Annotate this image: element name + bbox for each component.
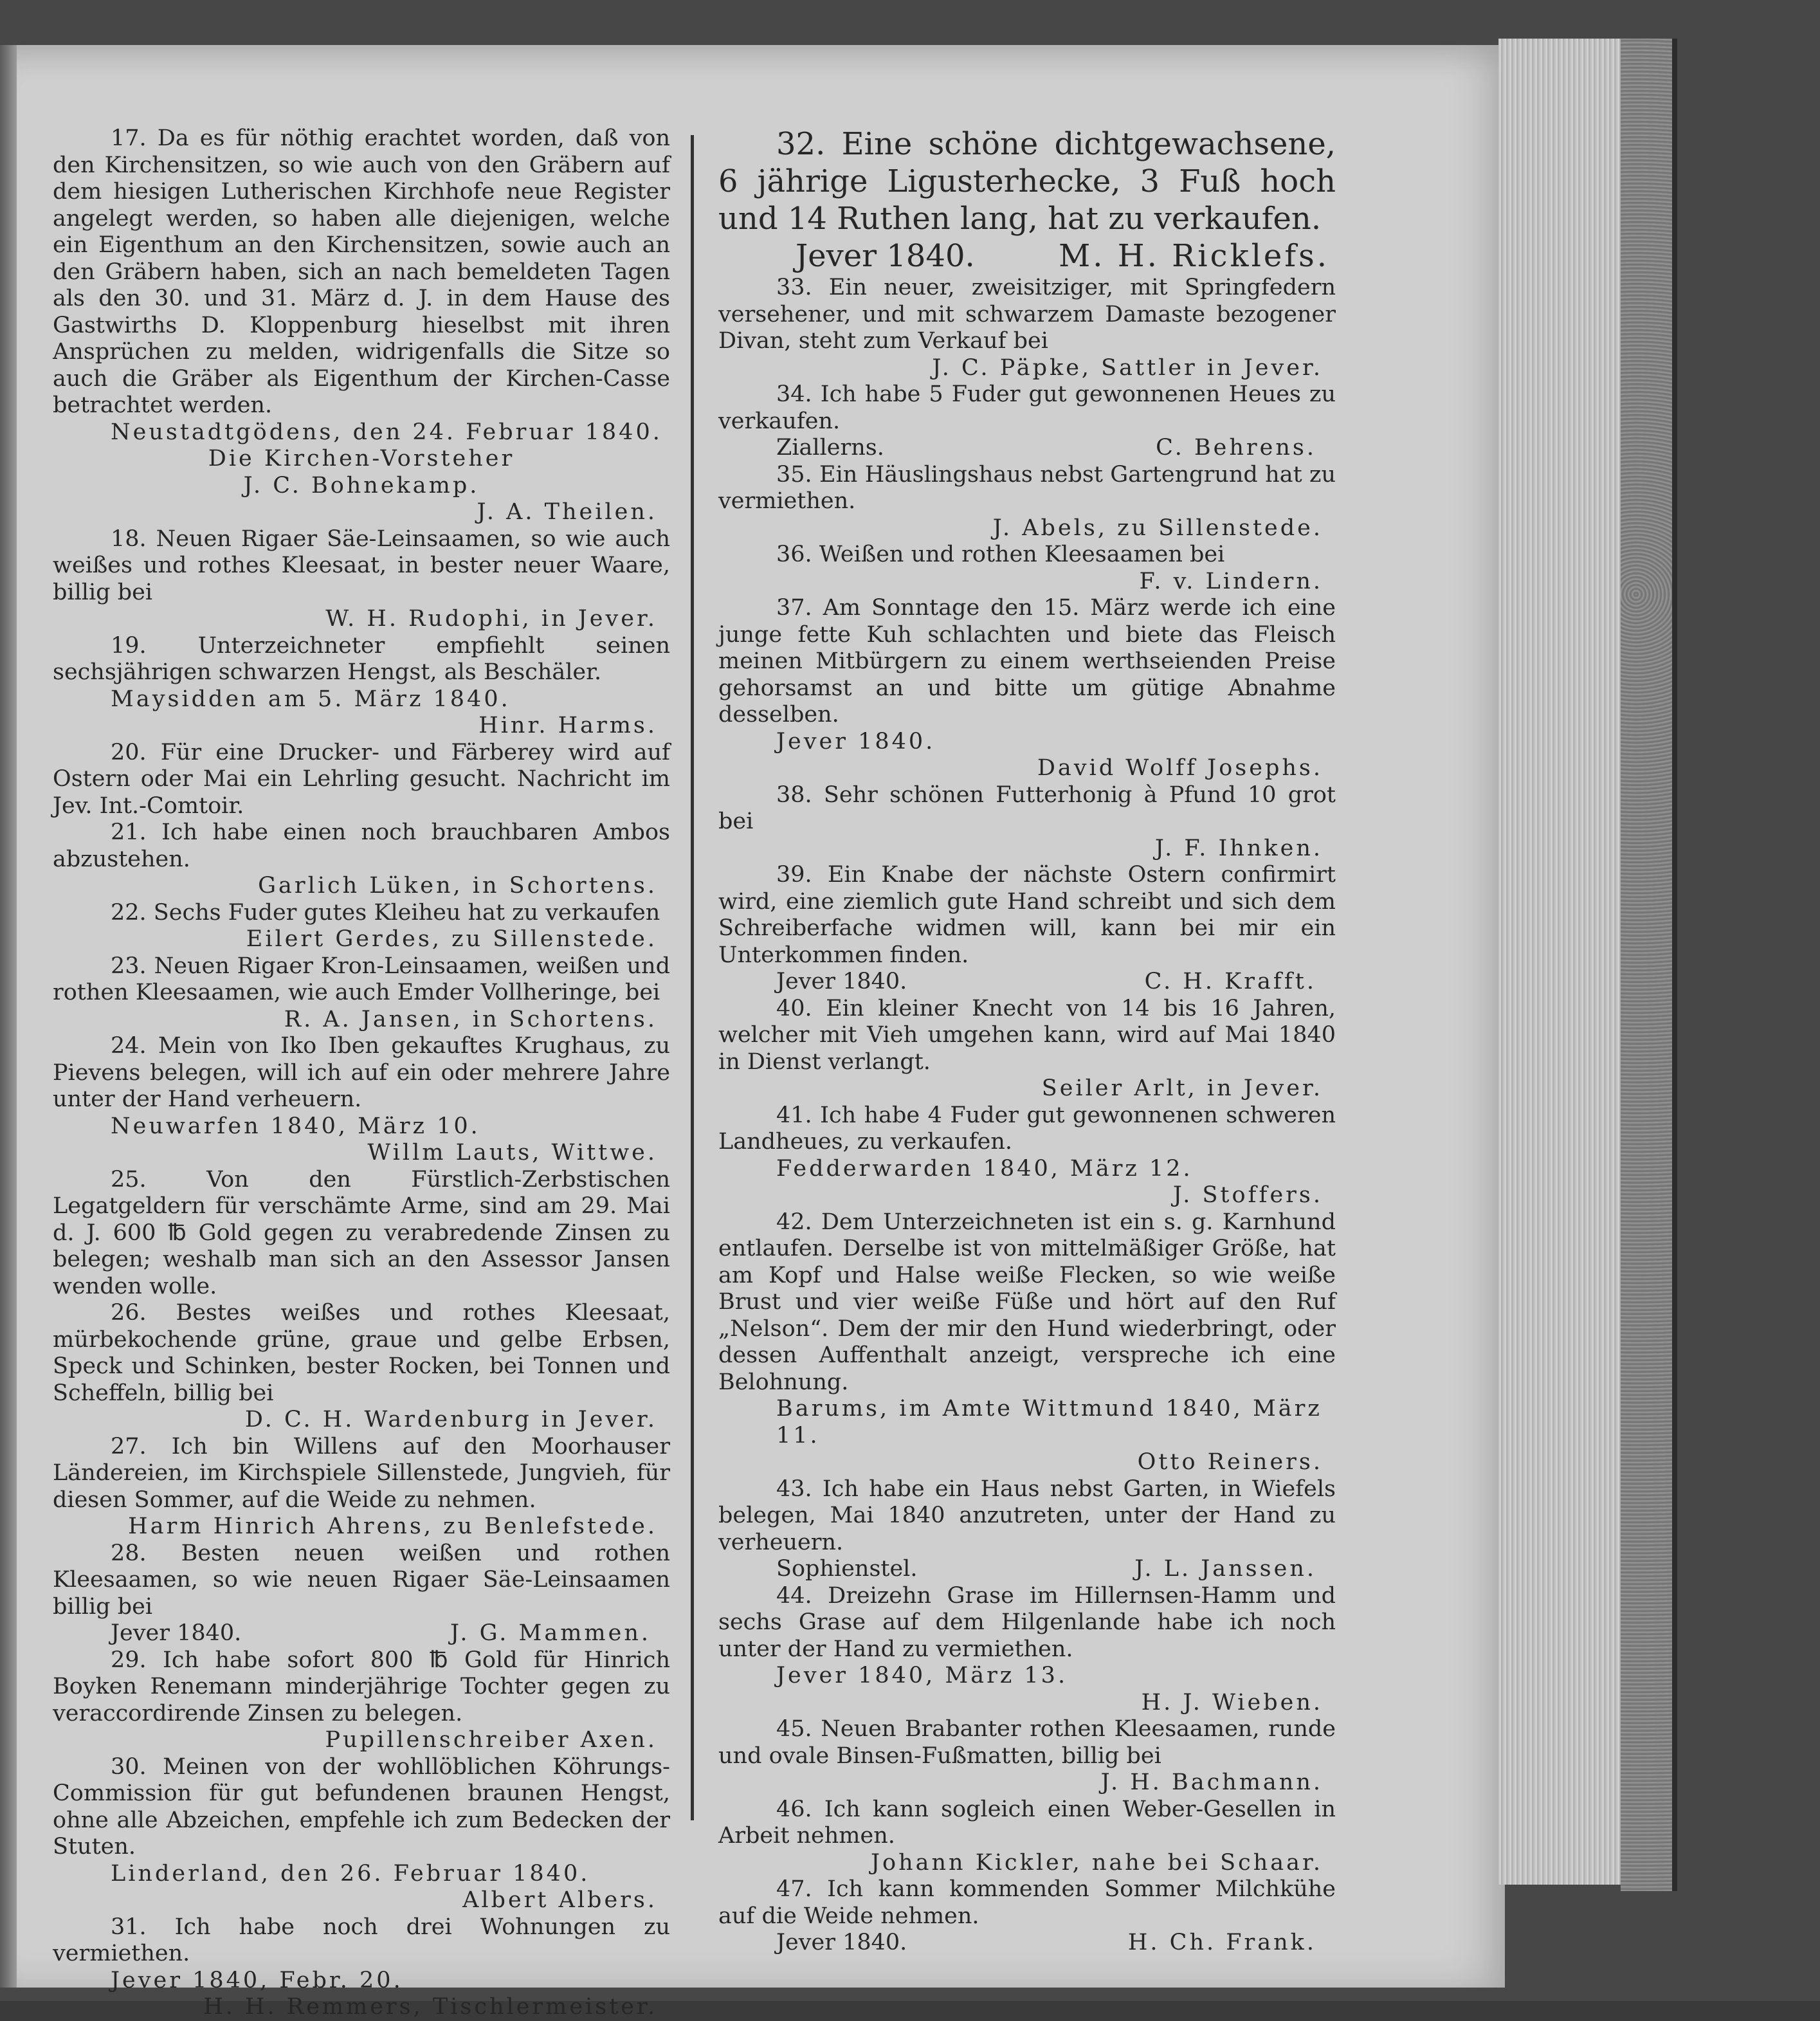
ad-place-signature <box>718 435 1336 462</box>
ad-41 <box>718 1102 1336 1209</box>
ad-body: 18. Neuen Rigaer Säe-Leinsaamen, so wie auch weißes und rothes Kleesaat, in bester neuer Waare, billig bei <box>53 526 670 605</box>
ad-35 <box>718 462 1336 542</box>
ad-body: 27. Ich bin Willens auf den Moorhauser Ländereien, im Kirchspiele Sillenstede, Jungvieh, für diesen Sommer, auf die Weide zu nehmen. <box>53 1433 670 1513</box>
ad-signature-line: Johann Kickler, nahe bei Schaar. <box>870 1849 1323 1876</box>
ad-body: 41. Ich habe 4 Fuder gut gewonnenen schweren Landheues, zu verkaufen. <box>718 1102 1336 1155</box>
ad-place: Jever 1840. <box>776 1930 907 1955</box>
ad-signature-line: J. F. Ihnken. <box>1154 835 1323 861</box>
ad-signature-line: Pupillenschreiber Axen. <box>325 1727 657 1753</box>
ad-body: 28. Besten neuen weißen und rothen Kleesaamen, so wie neuen Rigaer Säe-Leinsaamen billig bei <box>53 1540 670 1620</box>
ad-24 <box>53 1033 670 1167</box>
ad-place-signature <box>718 1930 1336 1957</box>
ad-signature-line: J. C. Päpke, Sattler in Jever. <box>932 354 1323 381</box>
ad-body: 44. Dreizehn Grase im Hillernsen-Hamm und sechs Grase auf dem Hilgenlande habe ich noch unter der Hand zu vermiethen. <box>718 1582 1336 1662</box>
ad-signature-line: J. H. Bachmann. <box>1100 1770 1323 1795</box>
ad-45 <box>718 1716 1336 1797</box>
ad-18 <box>53 526 670 633</box>
ad-signature: H. Ch. Frank. <box>1127 1930 1316 1955</box>
ad-38 <box>718 782 1336 863</box>
ad-body: 23. Neuen Rigaer Kron-Leinsaamen, weißen und rothen Kleesaamen, wie auch Emder Vollheringe, bei <box>53 953 670 1005</box>
ad-body: 40. Ein kleiner Knecht von 14 bis 16 Jahren, welcher mit Vieh umgehen kann, wird auf Mai 1840 in Dienst verlangt. <box>718 995 1336 1075</box>
ad-body: 45. Neuen Brabanter rothen Kleesaamen, runde und ovale Binsen-Fußmatten, billig bei <box>718 1716 1336 1769</box>
ad-46 <box>718 1797 1336 1877</box>
ad-signature-line: F. v. Lindern. <box>1139 568 1323 594</box>
ad-body: 31. Ich habe noch drei Wohnungen zu vermiethen. <box>53 1914 670 1966</box>
ad-signature-line: Neuwarfen 1840, März 10. <box>111 1113 480 1139</box>
ad-33 <box>718 275 1336 381</box>
ad-body: 34. Ich habe 5 Fuder gut gewonnenen Heues zu verkaufen. <box>718 381 1336 434</box>
ad-25 <box>53 1167 670 1301</box>
ad-place-signature <box>718 237 1336 275</box>
ad-signature-line: David Wolff Josephs. <box>1037 755 1323 781</box>
ad-signature-line: J. A. Theilen. <box>477 499 657 525</box>
ad-signature: J. G. Mammen. <box>450 1620 651 1646</box>
ad-body: 42. Dem Unterzeichneten ist ein s. g. Karnhund entlaufen. Derselbe ist von mittelmäßiger Größe, hat am Kopf und Halse weiße Flecken, so wie weiße Brust und vier weiße Füße und hört auf den Ruf „Nelson“. Dem der mir den Hund wiederbringt, oder dessen Auffenthalt anzeigt, verspreche ich eine Belohnung. <box>718 1209 1336 1395</box>
ad-signature-line: J. Stoffers. <box>1172 1182 1323 1208</box>
left-column <box>53 125 670 2020</box>
ad-19 <box>53 633 670 740</box>
ad-20 <box>53 740 670 820</box>
ad-36 <box>718 542 1336 595</box>
ad-place-signature <box>718 969 1336 996</box>
ad-body: 35. Ein Häuslingshaus nebst Gartengrund hat zu vermiethen. <box>718 461 1336 514</box>
ad-37 <box>718 595 1336 782</box>
ad-body: 37. Am Sonntage den 15. März werde ich eine junge fette Kuh schlachten und biete das Fleisch meinen Mitbürgern zu einem werthseienden Preise gehorsamst an und bitte um gütige Abnahme desselben. <box>718 595 1336 727</box>
ad-place: Jever 1840. <box>111 1620 242 1646</box>
ad-signature-line: Die Kirchen-Vorsteher <box>208 446 515 471</box>
ad-43 <box>718 1476 1336 1583</box>
ad-signature-line: Maysidden am 5. März 1840. <box>111 686 511 712</box>
ad-26 <box>53 1300 670 1434</box>
ad-signature-line: H. J. Wieben. <box>1141 1689 1323 1715</box>
ad-place-signature <box>718 1556 1336 1583</box>
ad-body: 21. Ich habe einen noch brauchbaren Ambos abzustehen. <box>53 819 670 872</box>
ad-signature-line: Albert Albers. <box>462 1887 657 1913</box>
ad-signature-line: Fedderwarden 1840, März 12. <box>776 1155 1193 1182</box>
ad-signature-line: W. H. Rudophi, in Jever. <box>325 606 657 632</box>
ad-17 <box>53 125 670 526</box>
ad-body: 17. Da es für nöthig erachtet worden, daß von den Kirchensitzen, so wie auch von den Gräbern auf dem hiesigen Lutherischen Kirchhofe neue Register angelegt werden, so haben alle diejenigen, welche ein Eigenthum an den Kirchensitzen, sowie auch an den Gräbern haben, sich an nach bemeldeten Tagen als den 30. und 31. März d. J. in dem Hause des Gastwirths D. Kloppenburg hieselbst mit ihren Ansprüchen zu melden, widrigenfalls die Sitze so auch die Gräber als Eigenthum der Kirchen-Casse betrachtet werden. <box>53 125 670 418</box>
ad-body: 19. Unterzeichneter empfiehlt seinen sechsjährigen schwarzen Hengst, als Beschäler. <box>53 632 670 685</box>
ad-body: 22. Sechs Fuder gutes Kleiheu hat zu verkaufen <box>111 899 660 926</box>
ad-32 <box>718 125 1336 275</box>
ad-body: 29. Ich habe sofort 800 ℔ Gold für Hinrich Boyken Renemann minderjährige Tochter gegen zu veraccordirende Zinsen zu belegen. <box>53 1647 670 1726</box>
ad-21 <box>53 819 670 900</box>
ad-signature-line: R. A. Jansen, in Schortens. <box>284 1006 657 1032</box>
ad-signature-line: Jever 1840, Febr. 20. <box>111 1967 403 1993</box>
book-gutter <box>0 45 17 1988</box>
ad-signature-line: D. C. H. Wardenburg in Jever. <box>244 1407 657 1432</box>
ad-signature-line: Willm Lauts, Wittwe. <box>367 1140 657 1166</box>
ad-signature-line: Jever 1840. <box>776 728 936 754</box>
ad-body: 26. Bestes weißes und rothes Kleesaat, mürbekochende grüne, graue und gelbe Erbsen, Speck und Schinken, bester Rocken, bei Tonnen und Scheffeln, billig bei <box>53 1300 670 1406</box>
ad-40 <box>718 996 1336 1102</box>
ad-signature-line: Garlich Lüken, in Schortens. <box>258 873 657 899</box>
ad-44 <box>718 1583 1336 1717</box>
book-cover-edge <box>1621 39 1677 1891</box>
ad-body: 43. Ich habe ein Haus nebst Garten, in Wiefels belegen, Mai 1840 anzutreten, unter der Hand zu verheuern. <box>718 1476 1336 1555</box>
ad-place: Jever 1840. <box>776 969 907 994</box>
ad-body: 20. Für eine Drucker- und Färberey wird auf Ostern oder Mai ein Lehrling gesucht. Nachricht im Jev. Int.-Comtoir. <box>53 739 670 819</box>
ad-signature-line: Neustadtgödens, den 24. Februar 1840. <box>111 419 662 445</box>
ad-23 <box>53 953 670 1034</box>
ad-22 <box>53 900 670 953</box>
ad-31 <box>53 1914 670 2021</box>
ad-signature-line: J. C. Bohnekamp. <box>243 472 480 498</box>
ad-signature-line: Hinr. Harms. <box>478 713 657 738</box>
ad-39 <box>718 862 1336 996</box>
ad-signature-line: Eilert Gerdes, zu Sillenstede. <box>246 926 657 952</box>
ad-body: 47. Ich kann kommenden Sommer Milchkühe auf die Weide nehmen. <box>718 1876 1336 1929</box>
ad-signature-line: Linderland, den 26. Februar 1840. <box>111 1860 590 1887</box>
ad-signature-line: H. H. Remmers, Tischlermeister. <box>203 1994 657 2020</box>
ad-body: 38. Sehr schönen Futterhonig à Pfund 10 grot bei <box>718 782 1336 834</box>
ad-body: 39. Ein Knabe der nächste Ostern confirmirt wird, eine ziemlich gute Hand schreibt und sich dem Schreiberfache widmen will, kann bei mir ein Unterkommen finden. <box>718 862 1336 968</box>
ad-body: 33. Ein neuer, zweisitziger, mit Springfedern versehener, und mit schwarzem Damaste bezogener Divan, steht zum Verkauf bei <box>718 275 1336 354</box>
ad-body: 24. Mein von Iko Iben gekauftes Krughaus, zu Pievens belegen, will ich auf ein oder mehrere Jahre unter der Hand verheuern. <box>53 1033 670 1112</box>
ad-signature-line: Jever 1840, März 13. <box>776 1663 1068 1688</box>
ad-signature: J. L. Janssen. <box>1134 1556 1316 1582</box>
ad-place: Ziallerns. <box>776 435 884 461</box>
ad-signature: C. H. Krafft. <box>1144 969 1316 994</box>
ad-place-signature <box>53 1620 670 1647</box>
ad-place: Sophienstel. <box>776 1556 918 1582</box>
ad-signature-line: J. Abels, zu Sillenstede. <box>992 515 1323 541</box>
ad-34 <box>718 381 1336 462</box>
ad-28 <box>53 1541 670 1647</box>
ad-signature-line: Otto Reiners. <box>1137 1449 1323 1475</box>
ad-body: 32. Eine schöne dichtgewachsene, 6 jährige Ligusterhecke, 3 Fuß hoch und 14 Ruthen lang, hat zu verkaufen. <box>718 126 1336 237</box>
ad-30 <box>53 1754 670 1914</box>
ad-signature: C. Behrens. <box>1156 435 1316 461</box>
right-column <box>718 125 1336 1955</box>
ad-42 <box>718 1209 1336 1476</box>
ad-signature-line: Seiler Arlt, in Jever. <box>1041 1075 1323 1101</box>
ad-signature: M. H. Ricklefs. <box>1059 238 1329 274</box>
column-rule <box>691 135 694 1820</box>
ad-body: 25. Von den Fürstlich-Zerbstischen Legatgeldern für verschämte Arme, sind am 29. Mai d. J. 600 ℔ Gold gegen zu verabredende Zinsen zu belegen; weshalb man sich an den Assessor Jansen wenden wolle. <box>53 1166 670 1299</box>
ad-body: 30. Meinen von der wohllöblichen Köhrungs-Commission für gut befundenen braunen Hengst, ohne alle Abzeichen, empfehle ich zum Bedecken der Stuten. <box>53 1753 670 1860</box>
ad-body: 46. Ich kann sogleich einen Weber-Gesellen in Arbeit nehmen. <box>718 1796 1336 1849</box>
page-edges <box>1498 39 1633 1885</box>
ad-29 <box>53 1647 670 1754</box>
ad-signature-line: Harm Hinrich Ahrens, zu Benlefstede. <box>128 1513 657 1539</box>
ad-body: 36. Weißen und rothen Kleesaamen bei <box>776 542 1225 567</box>
ad-27 <box>53 1434 670 1541</box>
ad-47 <box>718 1876 1336 1957</box>
ad-place: Jever 1840. <box>796 238 975 274</box>
ad-signature-line: Barums, im Amte Wittmund 1840, März 11. <box>776 1396 1322 1449</box>
